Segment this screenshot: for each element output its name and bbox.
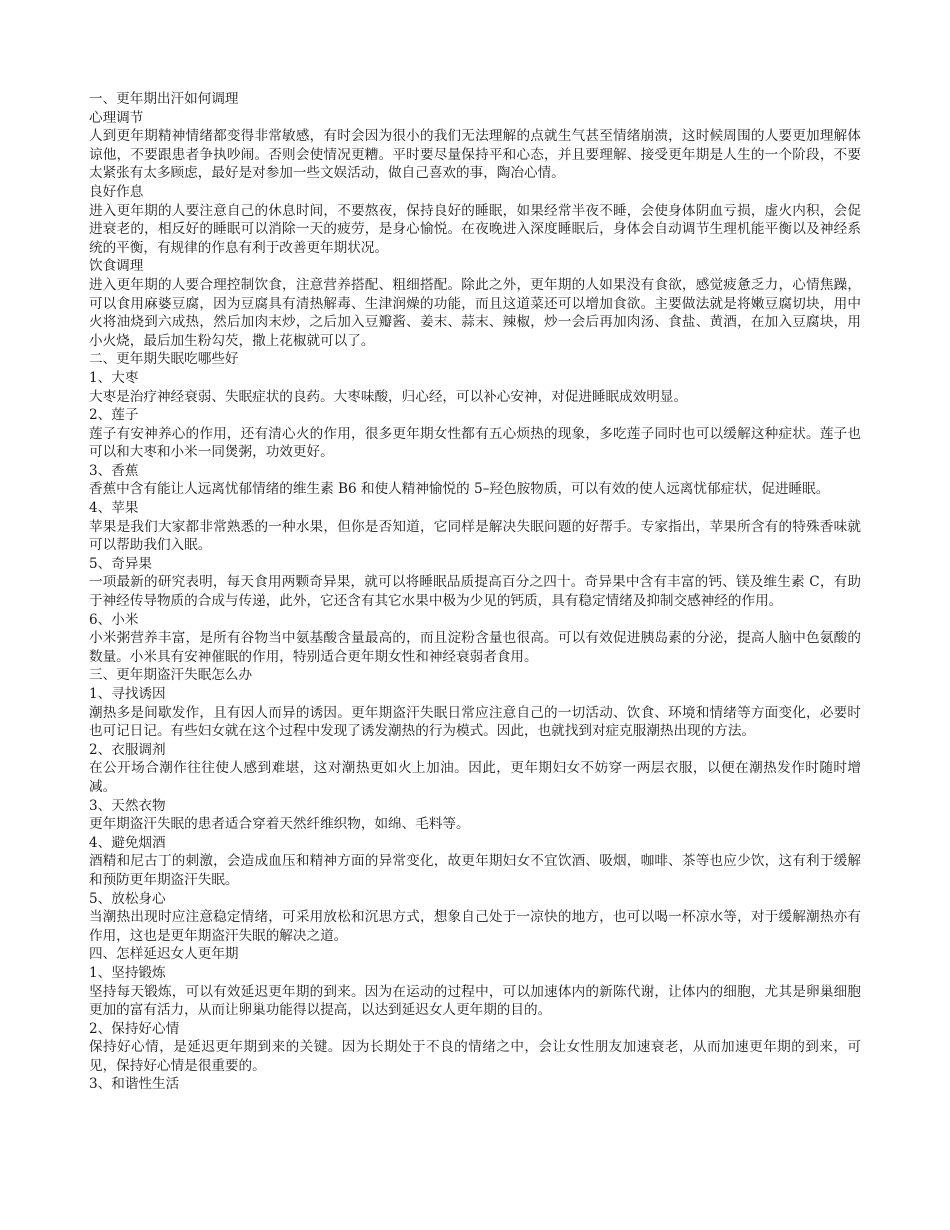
paragraph-banana: 香蕉中含有能让人远离忧郁情绪的维生素 B6 和使人精神愉悦的 5–羟色胺物质，可以有效的使人远离忧郁症状，促进睡眠。 — [89, 481, 830, 498]
paragraph-jujube: 大枣是治疗神经衰弱、失眠症状的良药。大枣味酸，归心经，可以补心安神，对促进睡眠成效明显。 — [89, 388, 688, 405]
paragraph-natural-fabric: 更年期盗汗失眠的患者适合穿着天然纤维织物，如绵、毛料等。 — [89, 816, 470, 833]
paragraph-good-mood: 保持好心情，是延迟更年期到来的关键。因为长期处于不良的情绪之中，会让女性朋友加速衰老，从而加速更年期的到来，可见，保持好心情是很重要的。 — [89, 1039, 861, 1074]
section-heading-3: 三、更年期盗汗失眠怎么办 — [89, 667, 253, 684]
paragraph-kiwi: 一项最新的研究表明，每天食用两颗奇异果，就可以将睡眠品质提高百分之四十。奇异果中含有丰富的钙、镁及维生素 C，有助于神经传导物质的合成与传递，此外，它还含有其它水果中极为少见的钙质，具有稳定情绪及抑制交感神经的作用。 — [89, 574, 861, 610]
section-heading-2: 二、更年期失眠吃哪些好 — [89, 351, 239, 368]
paragraph-psychology: 人到更年期精神情绪都变得非常敏感，有时会因为很小的我们无法理解的点就生气甚至情绪崩溃，这时候周围的人要更加理解体谅他，不要跟患者争执吵闹。否则会使情况更糟。平时要尽量保持平和心态，并且要理解、接受更年期是人生的一个阶段，不要太紧张有太多顾虑，最好是对参加一些文娱活动，做自己喜欢的事，陶冶心情。 — [89, 128, 861, 182]
item-heading-avoid-smoking: 4、避免烟酒 — [89, 834, 166, 851]
paragraph-apple: 苹果是我们大家都非常熟悉的一种水果，但你是否知道，它同样是解决失眠问题的好帮手。专家指出，苹果所含有的特殊香味就可以帮助我们入眠。 — [89, 518, 861, 554]
section-heading-1: 一、更年期出汗如何调理 — [89, 91, 239, 107]
item-heading-relax: 5、放松身心 — [89, 890, 166, 907]
paragraph-diet: 进入更年期的人要合理控制饮食，注意营养搭配、粗细搭配。除此之外，更年期的人如果没有食欲，感觉疲惫乏力，心情焦躁，可以食用麻婆豆腐，因为豆腐具有清热解毒、生津润燥的功能，而且这道菜还可以增加食欲。主要做法就是将嫩豆腐切块，用中火将油烧到六成热，然后加肉末炒，之后加入豆瓣酱、姜末、蒜末、辣椒，炒一会后再加肉汤、食盐、黄酒，在加入豆腐块，用小火烧，最后加生粉勾芡，撒上花椒就可以了。 — [89, 276, 861, 349]
item-heading-natural-fabric: 3、天然衣物 — [89, 797, 166, 814]
paragraph-millet: 小米粥营养丰富，是所有谷物当中氨基酸含量最高的，而且淀粉含量也很高。可以有效促进胰岛素的分泌，提高人脑中色氨酸的数量。小米具有安神催眠的作用，特别适合更年期女性和神经衰弱者食用。 — [89, 630, 861, 665]
item-heading-good-mood: 2、保持好心情 — [89, 1020, 180, 1037]
item-heading-kiwi: 5、奇异果 — [89, 555, 153, 572]
paragraph-exercise: 坚持每天锻炼，可以有效延迟更年期的到来。因为在运动的过程中，可以加速体内的新陈代谢，让体内的细胞，尤其是卵巢细胞更加的富有活力，从而让卵巢功能得以提高，以达到延迟女人更年期的目的。 — [89, 983, 861, 1019]
paragraph-avoid-smoking: 酒精和尼古丁的刺激，会造成血压和精神方面的异常变化，故更年期妇女不宜饮酒、吸烟，咖啡、茶等也应少饮，这有利于缓解和预防更年期盗汗失眠。 — [89, 853, 861, 888]
item-heading-banana: 3、香蕉 — [89, 462, 139, 479]
subheading-rest: 良好作息 — [89, 183, 144, 200]
paragraph-find-cause: 潮热多是间歇发作，且有因人而异的诱因。更年期盗汗失眠日常应注意自己的一切活动、饮食、环境和情绪等方面变化，必要时也可记日记。有些妇女就在这个过程中发现了诱发潮热的行为模式。因此，也就找到对症克服潮热出现的方法。 — [89, 704, 861, 740]
paragraph-relax: 当潮热出现时应注意稳定情绪，可采用放松和沉思方式，想象自己处于一凉快的地方，也可以喝一杯凉水等，对于缓解潮热亦有作用，这也是更年期盗汗失眠的解决之道。 — [89, 909, 861, 944]
subheading-diet: 饮食调理 — [89, 258, 144, 275]
subheading-psychology: 心理调节 — [89, 109, 144, 126]
item-heading-apple: 4、苹果 — [89, 500, 139, 517]
document-body — [89, 90, 861, 1094]
item-heading-exercise: 1、坚持锻炼 — [89, 964, 166, 981]
item-heading-harmony: 3、和谐性生活 — [89, 1076, 180, 1093]
paragraph-rest: 进入更年期的人要注意自己的休息时间，不要熬夜，保持良好的睡眠，如果经常半夜不睡，会使身体阴血亏损，虚火内积，会促进衰老的，相反好的睡眠可以消除一天的疲劳，是身心愉悦。在夜晚进入深度睡眠后，身体会自动调节生理机能平衡以及神经系统的平衡，有规律的作息有利于改善更年期状况。 — [89, 202, 861, 256]
paragraph-clothing: 在公开场合潮作往往使人感到难堪，这对潮热更如火上加油。因此，更年期妇女不妨穿一两层衣服，以便在潮热发作时随时增减。 — [89, 760, 861, 795]
item-heading-find-cause: 1、寻找诱因 — [89, 686, 166, 702]
item-heading-jujube: 1、大枣 — [89, 369, 139, 386]
paragraph-lotus-seed: 莲子有安神养心的作用，还有清心火的作用，很多更年期女性都有五心烦热的现象，多吃莲子同时也可以缓解这种症状。莲子也可以和大枣和小米一同煲粥，功效更好。 — [89, 425, 861, 461]
item-heading-clothing: 2、衣服调剂 — [89, 741, 166, 758]
item-heading-millet: 6、小米 — [89, 611, 139, 628]
item-heading-lotus-seed: 2、莲子 — [89, 407, 139, 424]
section-heading-4: 四、怎样延迟女人更年期 — [89, 946, 239, 963]
